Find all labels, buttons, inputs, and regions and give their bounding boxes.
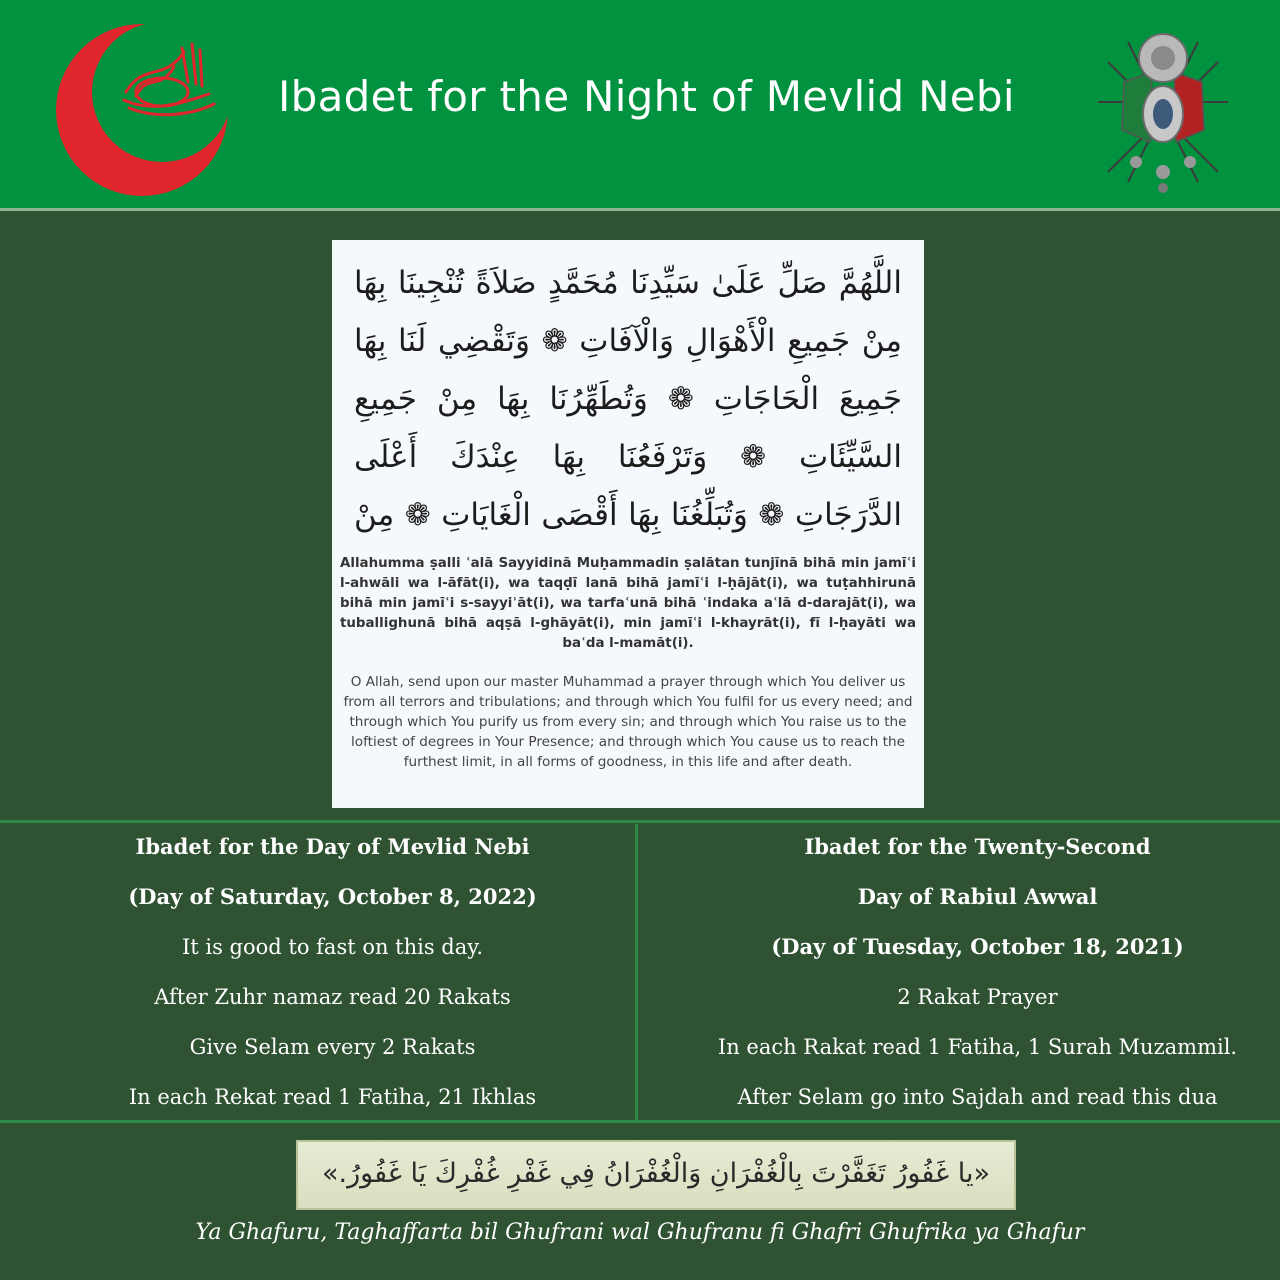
left-line-3: Give Selam every 2 Rakats (189, 1035, 476, 1059)
left-heading: Ibadet for the Day of Mevlid Nebi (135, 834, 530, 859)
dua-transliteration: Ya Ghafuru, Taghaffarta bil Ghufrani wal Ghufranu fi Ghafri Ghufrika ya Ghafur (195, 1220, 1085, 1245)
salawat-translation: O Allah, send upon our master Muhammad a prayer through which You deliver us from all terrors and tribulations; and through which You fulfil for us every need; and through which You purify us from every sin; and through which You raise us to the loftiest of degrees in Your Presence; and through which You cause us to reach the furthest limit, in all forms of goodness, in this life and after death. (343, 674, 913, 770)
twenty-second-day-column (675, 822, 1280, 1122)
left-date: (Day of Saturday, October 8, 2022) (128, 884, 537, 909)
left-line-1: It is good to fast on this day. (181, 935, 484, 959)
column-divider (635, 824, 638, 1120)
right-date: (Day of Tuesday, October 18, 2021) (771, 934, 1184, 959)
salawat-card (332, 240, 924, 808)
salawat-transliteration: Allahumma ṣalli ʿalā Sayyidinā Muḥammadin ṣalātan tunjīnā bihā min jamīʿi l-ahwāli wa l-āfāt(i), wa taqḍī lanā bihā jamīʿi l-ḥājāt(i), wa tuṭahhirunā bihā min jamīʿi s-sayyiʾāt(i), wa tarfaʿunā bihā ʿindaka aʿlā d-darajāt(i), wa tuballighunā bihā aqṣā l-ghāyāt(i), min jamīʿi l-khayrāt(i), fī l-ḥayāti wa baʿda l-mamāt(i). (340, 556, 916, 651)
right-line-1: 2 Rakat Prayer (897, 985, 1058, 1009)
day-of-mevlid-column (30, 822, 635, 1122)
right-line-2: In each Rakat read 1 Fatiha, 1 Surah Muzammil. (717, 1035, 1238, 1059)
page-title: Ibadet for the Night of Mevlid Nebi (278, 72, 1015, 121)
crescent-tughra-icon (54, 22, 230, 198)
left-line-4: In each Rekat read 1 Fatiha, 21 Ikhlas (128, 1085, 537, 1109)
arabic-salawat-text: اللَّهُمَّ صَلِّ عَلَىٰ سَيِّدِنَا مُحَمَّدٍ صَلاَةً تُنْجِينَا بِهَا مِنْ جَمِيعِ الْأَهْوَالِ وَالْآفَاتِ ❁ وَتَقْضِي لَنَا بِهَا جَمِيعَ الْحَاجَاتِ ❁ وَتُطَهِّرُنَا بِهَا مِنْ جَمِيعِ السَّيِّئَاتِ ❁ وَتَرْفَعُنَا بِهَا عِنْدَكَ أَعْلَى الدَّرَجَاتِ ❁ وَتُبَلِّغُنَا بِهَا أَقْصَى الْغَايَاتِ ❁ مِنْ (354, 265, 902, 533)
left-line-2: After Zuhr namaz read 20 Rakats (154, 985, 511, 1009)
arabic-dua-strip: «يا غَفُورُ تَغَفَّرْتَ بِالْغُفْرَانِ وَالْغُفْرَانُ فِي غَفْرِ غُفْرِكَ يَا غَفُورُ.» (296, 1140, 1016, 1210)
right-heading-line-1: Ibadet for the Twenty-Second (804, 834, 1151, 859)
header-banner (0, 0, 1280, 211)
right-line-3: After Selam go into Sajdah and read this dua (737, 1085, 1218, 1109)
right-heading-line-2: Day of Rabiul Awwal (857, 884, 1098, 909)
ottoman-coat-of-arms-icon (1088, 22, 1238, 194)
